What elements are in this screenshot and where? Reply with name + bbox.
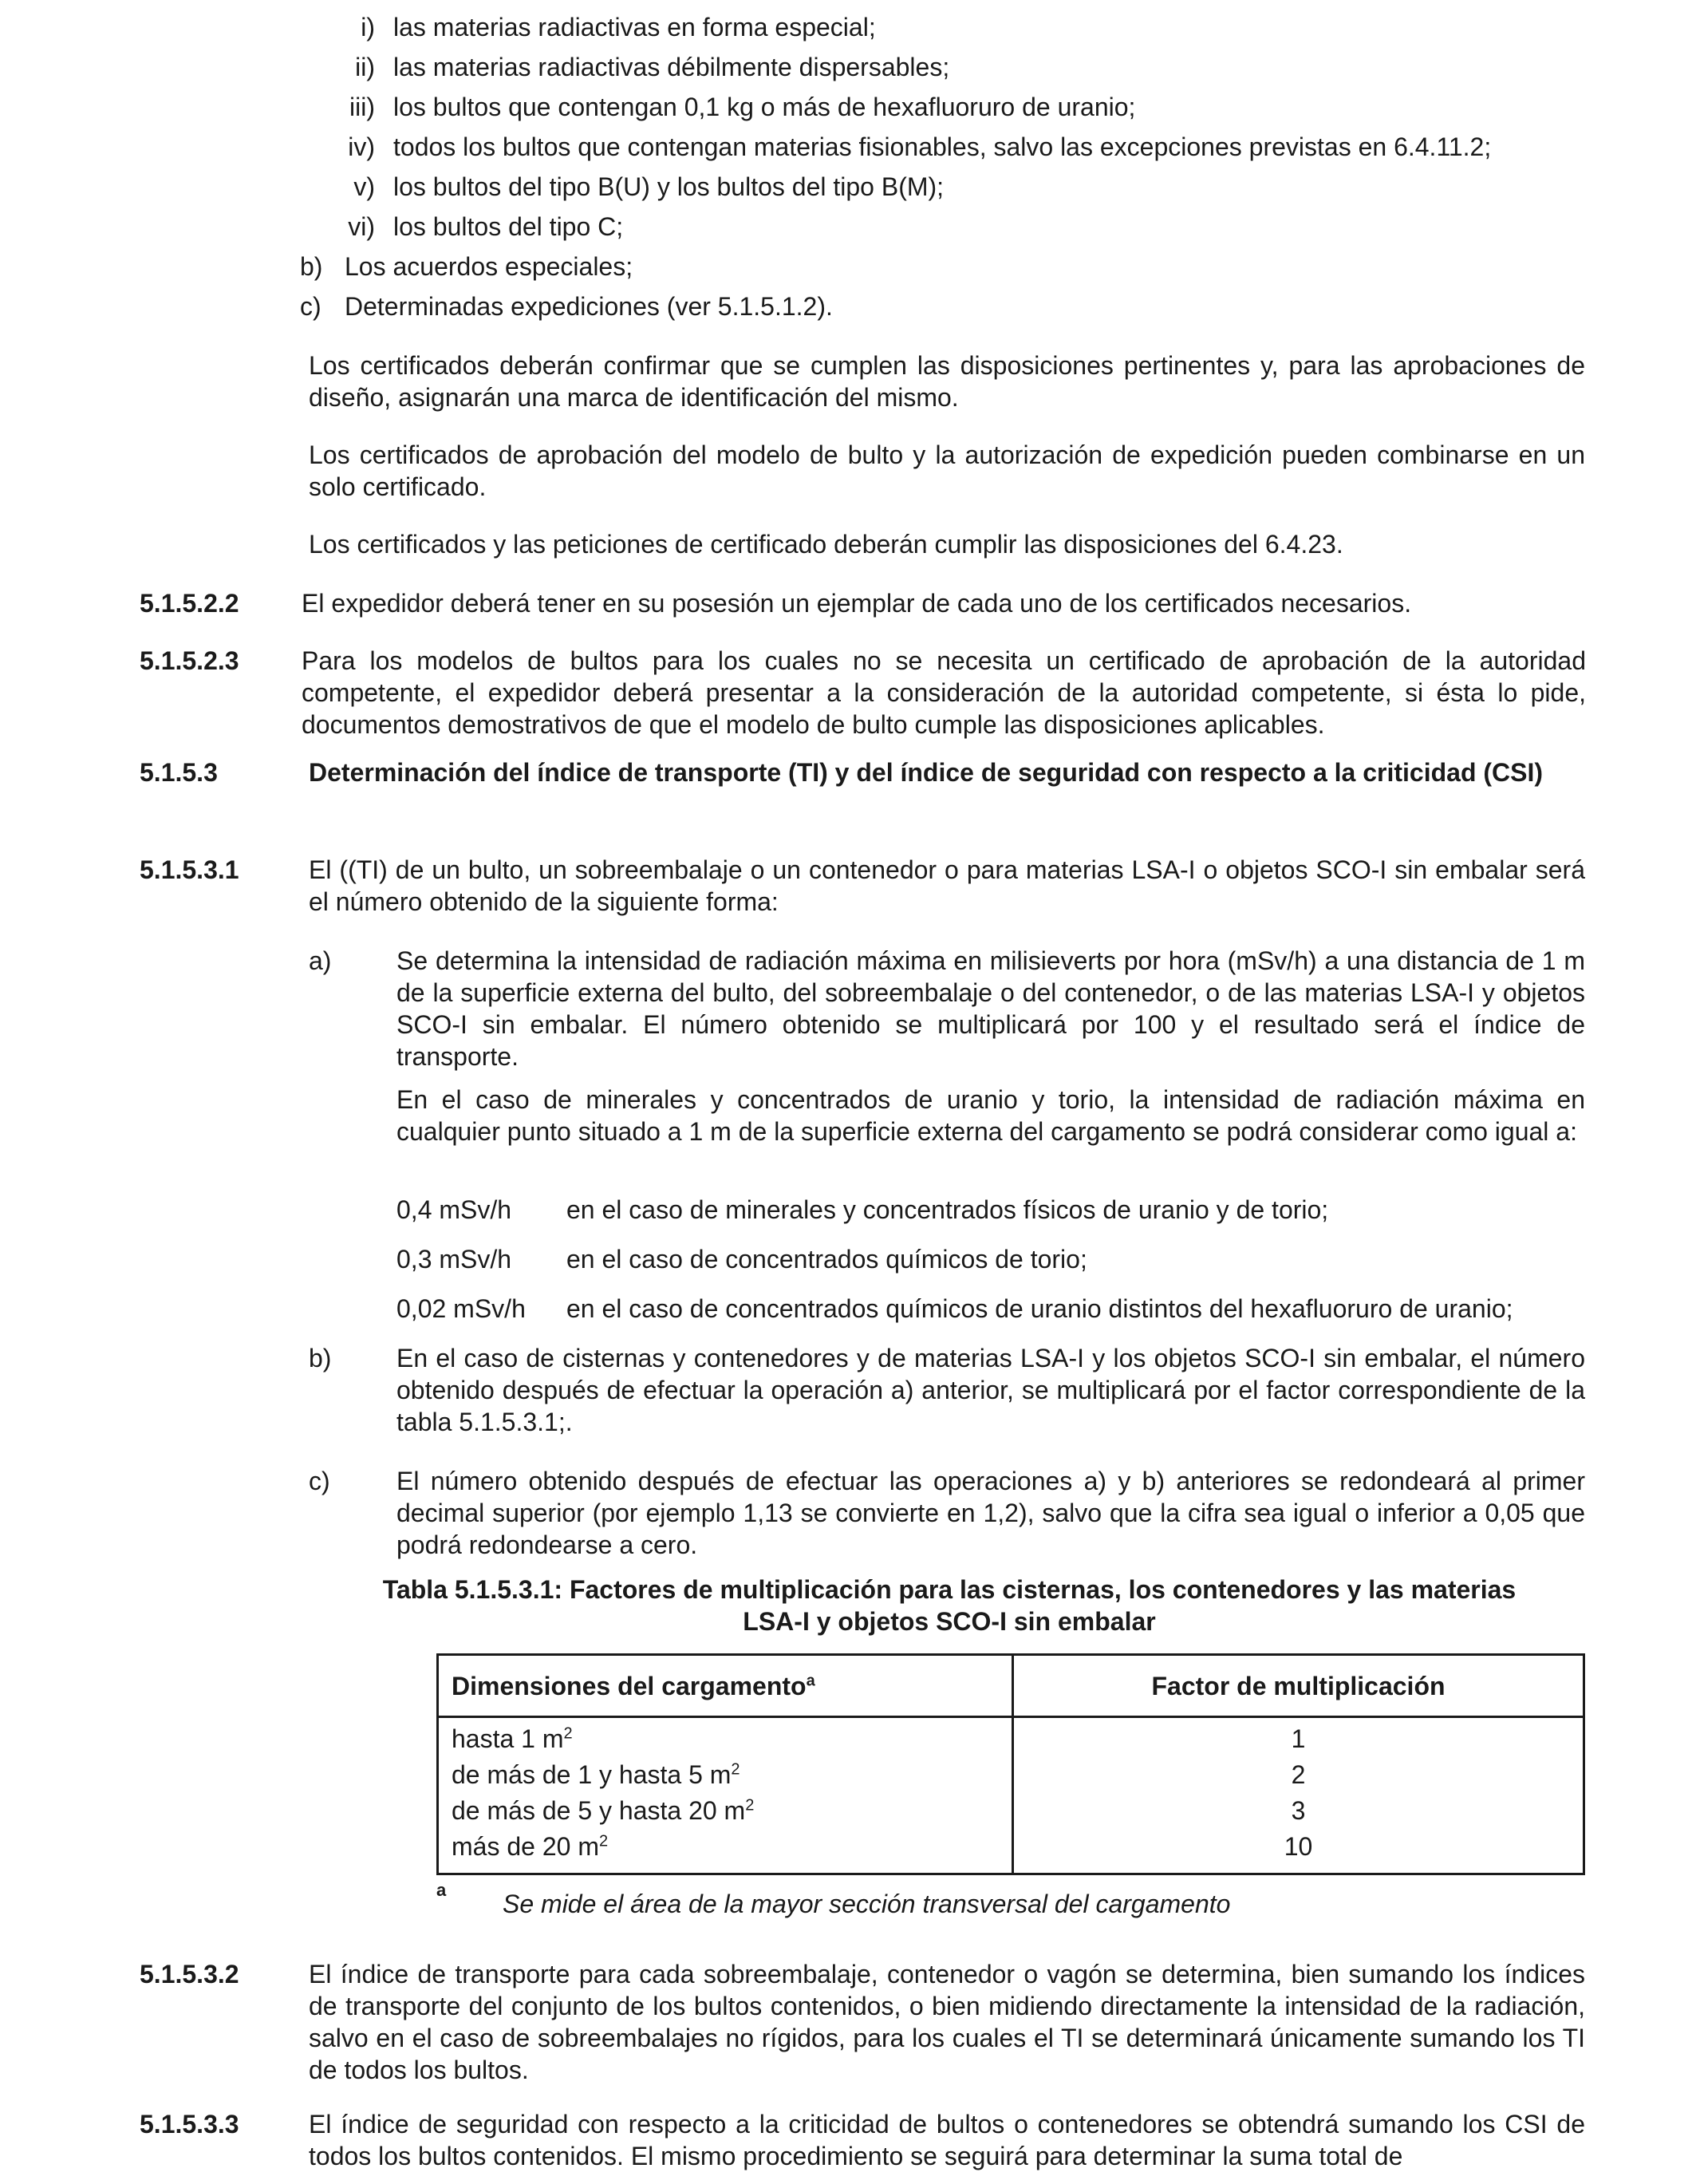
list-item: las materias radiactivas en forma especial;	[393, 13, 876, 41]
column-header-factor: Factor de multiplicación	[1013, 1655, 1584, 1717]
list-number: i)	[361, 13, 375, 41]
factor-cell: 3	[1013, 1793, 1584, 1829]
multiplication-factor-table	[436, 1653, 1585, 1875]
section-text: Para los modelos de bultos para los cuales no se necesita un certificado de aprobación de la autoridad competente, el expedidor deberá presentar a la consideración de la autoridad competente, si ésta lo pide, documentos demostrativos de que el modelo de bulto cumple las disposiciones aplicables.	[302, 646, 1586, 739]
section-text: El ((TI) de un bulto, un sobreembalaje o un contenedor o para materias LSA-I o objetos SCO-I sin embalar será el número obtenido de la siguiente forma:	[309, 855, 1585, 916]
dose-rate-value: 0,3 mSv/h	[396, 1245, 512, 1274]
paragraph: Los certificados y las peticiones de certificado deberán cumplir las disposiciones del 6.4.23.	[309, 530, 1343, 559]
table-footnote: Se mide el área de la mayor sección transversal del cargamento	[503, 1890, 1231, 1918]
sub-item-letter: c)	[309, 1467, 330, 1495]
column-header-dimensions: Dimensiones del cargamento$^a$	[438, 1655, 1013, 1717]
sub-item-letter: a)	[309, 946, 332, 975]
dimension-cell: de más de 1 y hasta 5 $m^2$	[438, 1757, 1013, 1793]
dose-rate-value: 0,02 mSv/h	[396, 1294, 526, 1323]
table-row	[438, 1829, 1584, 1874]
list-item: Los acuerdos especiales;	[345, 252, 633, 281]
section-number: 5.1.5.2.3	[140, 646, 239, 675]
dimension-cell: de más de 5 y hasta 20 $m^2$	[438, 1793, 1013, 1829]
list-item: Determinadas expediciones (ver 5.1.5.1.2).	[345, 292, 833, 321]
footnote-marker: a	[806, 1671, 815, 1689]
section-number: 5.1.5.2.2	[140, 589, 239, 618]
section-number: 5.1.5.3.1	[140, 855, 239, 884]
footnote-marker: a	[436, 1880, 447, 1900]
section-number: 5.1.5.3	[140, 758, 218, 787]
sub-item-text: En el caso de cisternas y contenedores y de materias LSA-I y los objetos SCO-I sin embalar, el número obtenido después de efectuar la operación a) anterior, se multiplicará por el factor correspondiente de la tabla 5.1.5.3.1;.	[396, 1344, 1585, 1436]
list-item: los bultos del tipo B(U) y los bultos del tipo B(M);	[393, 172, 945, 201]
paragraph: Los certificados de aprobación del modelo de bulto y la autorización de expedición pueden combinarse en un solo certificado.	[309, 440, 1585, 501]
section-number: 5.1.5.3.3	[140, 2110, 239, 2139]
section-heading: Determinación del índice de transporte (TI) y del índice de seguridad con respecto a la criticidad (CSI)	[309, 758, 1544, 787]
dose-rate-value: 0,4 mSv/h	[396, 1195, 512, 1224]
list-number: v)	[353, 172, 375, 201]
sub-item-letter: b)	[309, 1344, 332, 1372]
section-number: 5.1.5.3.2	[140, 1960, 239, 1989]
section-text: El expedidor deberá tener en su posesión un ejemplar de cada uno de los certificados necesarios.	[302, 589, 1412, 618]
sub-item-paragraph: En el caso de minerales y concentrados de uranio y torio, la intensidad de radiación máxima en cualquier punto situado a 1 m de la superficie externa del cargamento se podrá considerar como igual a:	[396, 1085, 1585, 1146]
sub-item-text: Se determina la intensidad de radiación máxima en milisieverts por hora (mSv/h) a una distancia de 1 m de la superficie externa del bulto, del sobreembalaje o del contenedor, o de las materias LSA-I y objetos SCO-I sin embalar. El número obtenido se multiplicará por 100 y el resultado será el índice de transporte.	[396, 946, 1585, 1071]
dose-rate-desc: en el caso de concentrados químicos de uranio distintos del hexafluoruro de uranio;	[566, 1294, 1513, 1323]
list-number: vi)	[348, 212, 375, 241]
factor-cell: 2	[1013, 1757, 1584, 1793]
dimension-cell: más de 20 $m^2$	[438, 1829, 1013, 1874]
factor-cell: 1	[1013, 1717, 1584, 1758]
list-letter: b)	[300, 252, 323, 281]
section-text: El índice de seguridad con respecto a la criticidad de bultos o contenedores se obtendrá sumando los CSI de todos los bultos contenidos. El mismo procedimiento se seguirá para determinar la suma total de	[309, 2110, 1585, 2170]
list-number: ii)	[355, 53, 375, 81]
sub-item-text: El número obtenido después de efectuar las operaciones a) y b) anteriores se redondeará al primer decimal superior (por ejemplo 1,13 se convierte en 1,2), salvo que la cifra sea igual o inferior a 0,05 que podrá redondearse a cero.	[396, 1467, 1585, 1559]
table-row	[438, 1717, 1584, 1758]
table-caption-line: Tabla 5.1.5.3.1: Factores de multiplicación para las cisternas, los contenedores y las materias	[382, 1575, 1517, 1604]
list-number: iv)	[348, 132, 375, 161]
factor-cell: 10	[1013, 1829, 1584, 1874]
list-number: iii)	[349, 93, 375, 121]
table-caption	[303, 1574, 1595, 1637]
table-row	[438, 1757, 1584, 1793]
dose-rate-desc: en el caso de minerales y concentrados físicos de uranio y de torio;	[566, 1195, 1329, 1224]
section-text: El índice de transporte para cada sobreembalaje, contenedor o vagón se determina, bien sumando los índices de transporte del conjunto de los bultos contenidos, o bien midiendo directamente la intensidad de la radiación, salvo en el caso de sobreembalajes no rígidos, para los cuales el TI se determinará únicamente sumando los TI de todos los bultos.	[309, 1960, 1585, 2084]
table-header-row	[438, 1655, 1584, 1717]
list-item: las materias radiactivas débilmente dispersables;	[393, 53, 950, 81]
list-item: todos los bultos que contengan materias fisionables, salvo las excepciones previstas en 6.4.11.2;	[393, 132, 1492, 161]
list-item: los bultos del tipo C;	[393, 212, 624, 241]
list-letter: c)	[300, 292, 321, 321]
paragraph: Los certificados deberán confirmar que se cumplen las disposiciones pertinentes y, para las aprobaciones de diseño, asignarán una marca de identificación del mismo.	[309, 351, 1585, 412]
list-item: los bultos que contengan 0,1 kg o más de hexafluoruro de uranio;	[393, 93, 1136, 121]
table-caption-line: LSA-I y objetos SCO-I sin embalar	[743, 1607, 1156, 1636]
table-row	[438, 1793, 1584, 1829]
dimension-cell: hasta 1 $m^2$	[438, 1717, 1013, 1758]
dose-rate-desc: en el caso de concentrados químicos de torio;	[566, 1245, 1087, 1274]
